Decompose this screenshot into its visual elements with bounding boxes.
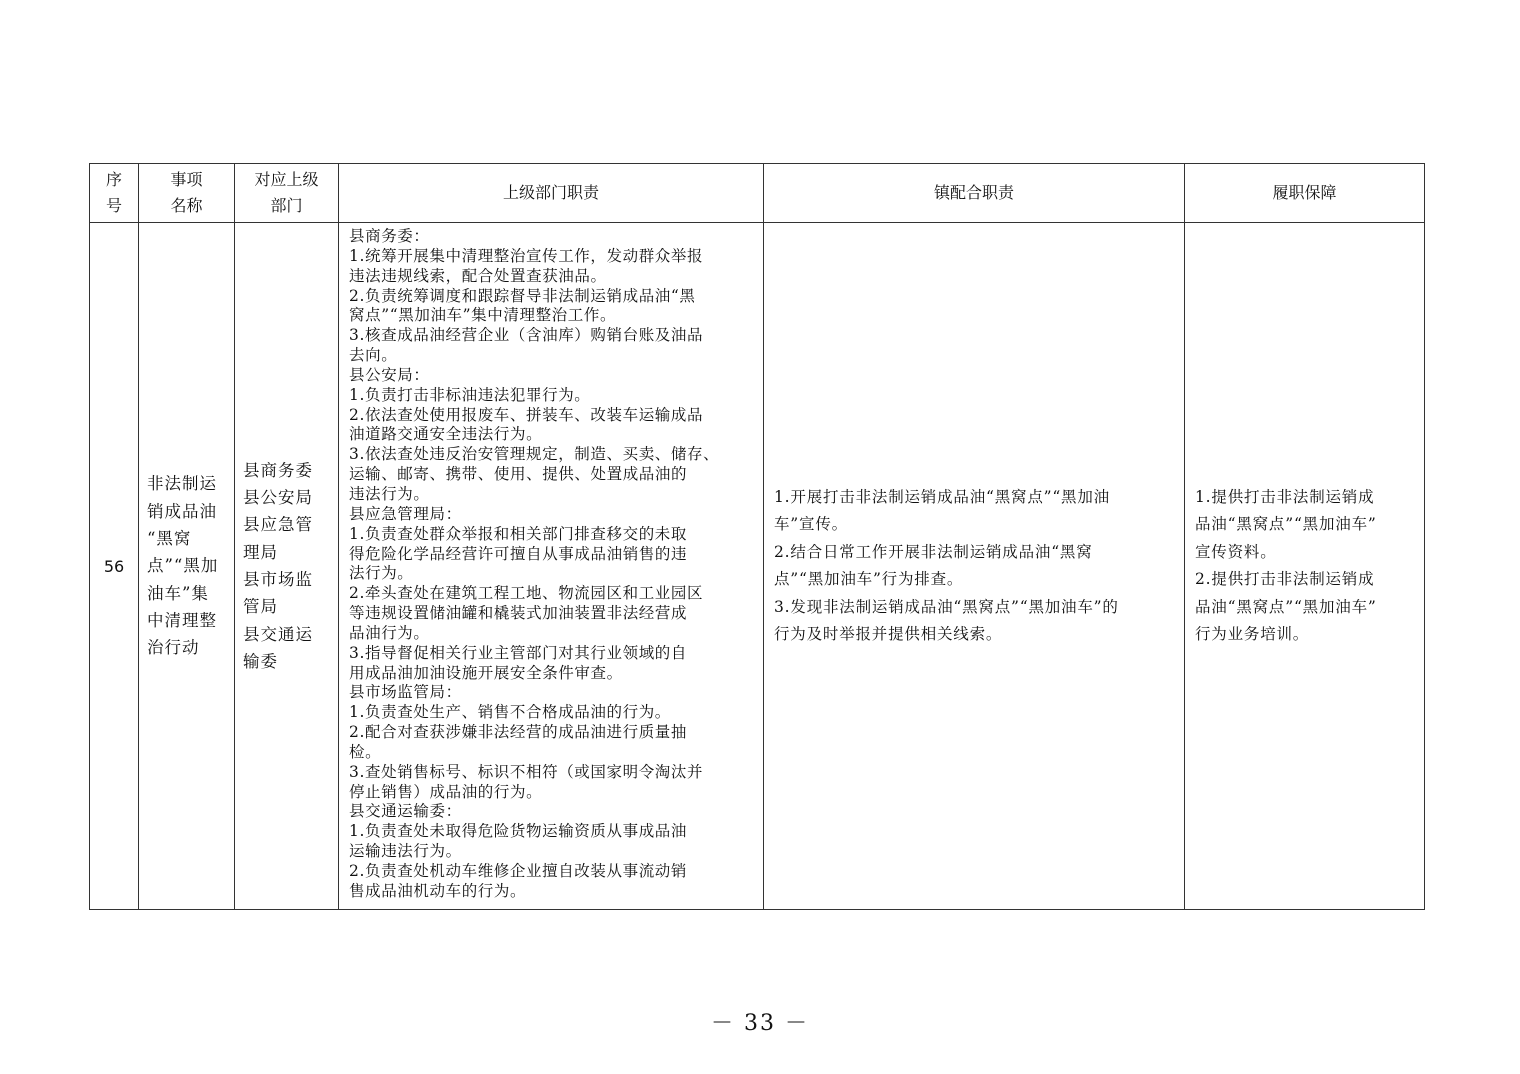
coop-line: 车”宣传。 [774, 515, 848, 533]
duty-line: 窝点”“黑加油车”集中清理整治工作。 [349, 306, 617, 325]
item-name-line: 非法制运 [147, 474, 217, 494]
duty-line: 违法违规线索，配合处置查获油品。 [349, 266, 607, 285]
duty-line: 1.统筹开展集中清理整治宣传工作，发动群众举报 [349, 246, 704, 265]
duty-line: 县公安局： [349, 365, 430, 384]
dept-line: 管局 [243, 597, 278, 617]
dept-line: 县公安局 [243, 488, 313, 508]
header-duty: 上级部门职责 [339, 164, 764, 223]
duty-line: 运输、邮寄、携带、使用、提供、处置成品油的 [349, 465, 688, 484]
item-name-line: 点”“黑加 [147, 556, 219, 576]
item-name-line: 治行动 [147, 638, 200, 658]
guarantee-line: 品油“黑窝点”“黑加油车” [1195, 515, 1377, 533]
header-name: 事项 名称 [139, 164, 235, 223]
superior-duty-cell [339, 223, 764, 910]
coop-line: 3.发现非法制运销成品油“黑窝点”“黑加油车”的 [774, 597, 1119, 616]
dept-line: 输委 [243, 651, 278, 671]
duty-line: 3.查处销售标号、标识不相符（或国家明令淘汰并 [349, 762, 704, 781]
town-coop-cell [764, 223, 1185, 910]
dept-line: 理局 [243, 542, 278, 562]
duty-line: 油道路交通安全违法行为。 [349, 425, 543, 444]
item-name-line: 销成品油 [147, 501, 217, 521]
duty-line: 去向。 [349, 346, 398, 365]
duty-line: 2.负责统筹调度和跟踪督导非法制运销成品油“黑 [349, 286, 696, 305]
header-guar: 履职保障 [1185, 164, 1425, 223]
dept-line: 县应急管 [243, 515, 313, 535]
coop-line: 1.开展打击非法制运销成品油“黑窝点”“黑加油 [774, 487, 1110, 506]
duty-line: 2.负责查处机动车维修企业擅自改装从事流动销 [349, 862, 687, 880]
dept-line: 县交通运 [243, 624, 313, 644]
guarantee-line: 品油“黑窝点”“黑加油车” [1195, 597, 1377, 616]
page-number: － 33 － [711, 1011, 809, 1036]
duty-line: 等违规设置储油罐和橇装式加油装置非法经营成 [349, 604, 688, 623]
duty-line: 县商务委： [349, 227, 430, 245]
guarantee-line: 行为业务培训。 [1195, 625, 1310, 643]
duty-line: 县应急管理局： [349, 504, 462, 523]
item-name-cell [139, 223, 235, 910]
guarantee-line: 1.提供打击非法制运销成 [1195, 487, 1375, 506]
guarantee-line: 宣传资料。 [1195, 542, 1277, 561]
dept-line: 县市场监 [243, 570, 313, 589]
duty-line: 2.牵头查处在建筑工程工地、物流园区和工业园区 [349, 584, 704, 603]
table-header-row [90, 164, 1425, 223]
duty-line: 售成品油机动车的行为。 [349, 881, 527, 900]
duty-line: 2.依法查处使用报废车、拼装车、改装车运输成品 [349, 405, 704, 424]
row-number: 56 [90, 223, 139, 910]
header-num: 序 号 [90, 164, 139, 223]
coop-line: 行为及时举报并提供相关线索。 [774, 625, 1003, 643]
duty-line: 用成品油加油设施开展安全条件审查。 [349, 663, 623, 682]
duty-line: 1.负责查处生产、销售不合格成品油的行为。 [349, 703, 671, 722]
duty-line: 得危险化学品经营许可擅自从事成品油销售的违 [349, 544, 688, 563]
duty-line: 1.负责查处未取得危险货物运输资质从事成品油 [349, 822, 687, 841]
duty-line: 违法行为。 [349, 484, 430, 503]
table-row [90, 223, 1425, 910]
duty-line: 1.负责查处群众举报和相关部门排查移交的未取 [349, 524, 687, 543]
duty-line: 1.负责打击非标油违法犯罪行为。 [349, 385, 591, 404]
duty-line: 县市场监管局： [349, 683, 462, 702]
guarantee-line: 2.提供打击非法制运销成 [1195, 570, 1375, 588]
dept-line: 县商务委 [243, 460, 313, 480]
duty-line: 运输违法行为。 [349, 842, 462, 861]
duty-line: 县交通运输委： [349, 802, 462, 821]
duty-line: 检。 [349, 742, 382, 761]
item-name-line: 中清理整 [147, 610, 217, 630]
duty-line: 3.依法查处违反治安管理规定，制造、买卖、储存、 [349, 445, 720, 464]
item-name-line: “黑窝 [147, 529, 192, 549]
header-dept: 对应上级 部门 [235, 164, 339, 223]
duty-line: 法行为。 [349, 564, 414, 583]
duty-line: 2.配合对查获涉嫌非法经营的成品油进行质量抽 [349, 723, 687, 742]
duty-line: 品油行为。 [349, 623, 430, 642]
coop-line: 2.结合日常工作开展非法制运销成品油“黑窝 [774, 542, 1093, 561]
duty-line: 3.指导督促相关行业主管部门对其行业领域的自 [349, 643, 687, 662]
item-name-line: 油车”集 [147, 583, 209, 603]
responsibility-table [89, 163, 1425, 910]
header-coop: 镇配合职责 [764, 164, 1185, 223]
duty-line: 停止销售）成品油的行为。 [349, 782, 543, 801]
duty-line: 3.核查成品油经营企业（含油库）购销台账及油品 [349, 326, 704, 345]
coop-line: 点”“黑加油车”行为排查。 [774, 570, 964, 588]
guarantee-cell [1185, 223, 1425, 910]
dept-cell [235, 223, 339, 910]
